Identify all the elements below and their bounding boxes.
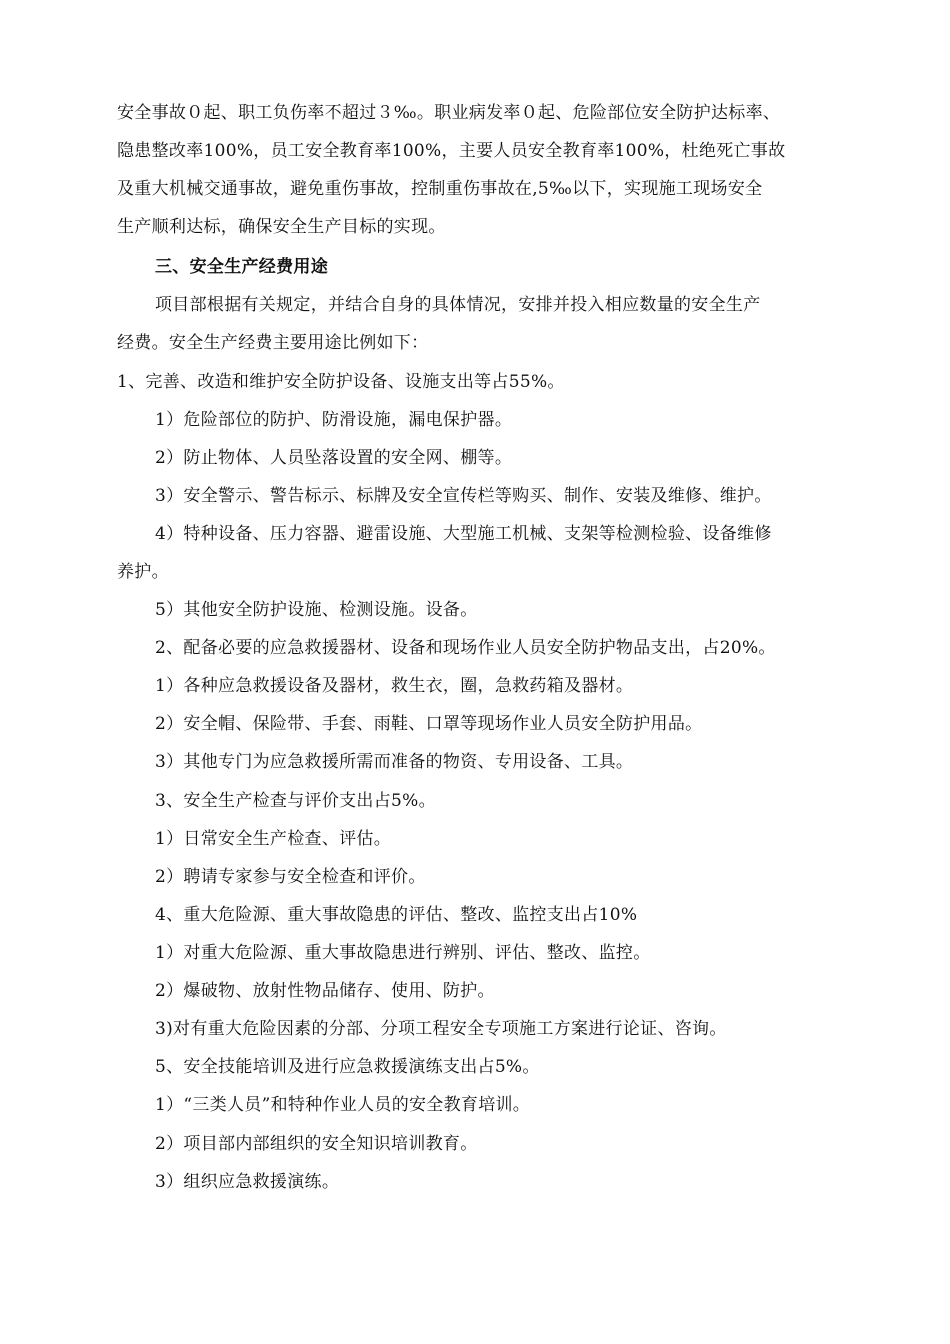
paragraph-line: 安全事故０起、职工负伤率不超过３‰。职业病发率０起、危险部位安全防护达标率、 <box>117 103 781 123</box>
list-subitem: 4）特种设备、压力容器、避雷设施、大型施工机械、支架等检测检验、设备维修 <box>155 524 772 544</box>
list-subitem: 1）危险部位的防护、防滑设施，漏电保护器。 <box>155 410 513 430</box>
list-subitem: 2）爆破物、放射性物品储存、使用、防护。 <box>155 981 495 1001</box>
list-subitem: 1）各种应急救援设备及器材，救生衣，圈，急救药箱及器材。 <box>155 676 634 696</box>
list-item: 1、完善、改造和维护安全防护设备、设施支出等占55%。 <box>117 372 565 392</box>
list-subitem: 1）日常安全生产检查、评估。 <box>155 829 392 849</box>
list-subitem: 3)对有重大危险因素的分部、分项工程安全专项施工方案进行论证、咨询。 <box>155 1019 727 1039</box>
list-subitem: 5）其他安全防护设施、检测设施。设备。 <box>155 600 478 620</box>
list-subitem: 3）组织应急救援演练。 <box>155 1172 340 1192</box>
paragraph-line: 项目部根据有关规定，并结合自身的具体情况，安排并投入相应数量的安全生产 <box>155 295 761 315</box>
list-item: 2、配备必要的应急救援器材、设备和现场作业人员安全防护物品支出，占20%。 <box>155 638 776 658</box>
list-item: 4、重大危险源、重大事故隐患的评估、整改、监控支出占10% <box>155 905 638 925</box>
list-subitem: 3）其他专门为应急救援所需而准备的物资、专用设备、工具。 <box>155 752 634 772</box>
list-subitem: 2）安全帽、保险带、手套、雨鞋、口罩等现场作业人员安全防护用品。 <box>155 714 703 734</box>
paragraph-line: 生产顺利达标，确保安全生产目标的实现。 <box>117 217 446 237</box>
paragraph-line: 隐患整改率100%，员工安全教育率100%，主要人员安全教育率100%，杜绝死亡事故 <box>117 141 786 161</box>
list-subitem: 2）项目部内部组织的安全知识培训教育。 <box>155 1134 478 1154</box>
paragraph-line: 经费。安全生产经费主要用途比例如下： <box>117 333 429 353</box>
list-subitem: 1）对重大危险源、重大事故隐患进行辨别、评估、整改、监控。 <box>155 943 651 963</box>
list-subitem-continuation: 养护。 <box>117 562 169 582</box>
section-heading: 三、安全生产经费用途 <box>155 257 328 277</box>
list-item: 5、安全技能培训及进行应急救援演练支出占5%。 <box>155 1057 540 1077</box>
list-subitem: 3）安全警示、警告标示、标牌及安全宣传栏等购买、制作、安装及维修、维护。 <box>155 486 772 506</box>
list-subitem: 2）聘请专家参与安全检查和评价。 <box>155 867 426 887</box>
list-subitem: 1）“三类人员”和特种作业人员的安全教育培训。 <box>155 1095 531 1115</box>
list-subitem: 2）防止物体、人员坠落设置的安全网、棚等。 <box>155 448 513 468</box>
paragraph-line: 及重大机械交通事故，避免重伤事故，控制重伤事故在,5‰以下，实现施工现场安全 <box>117 179 763 199</box>
list-item: 3、安全生产检查与评价支出占5%。 <box>155 791 436 811</box>
